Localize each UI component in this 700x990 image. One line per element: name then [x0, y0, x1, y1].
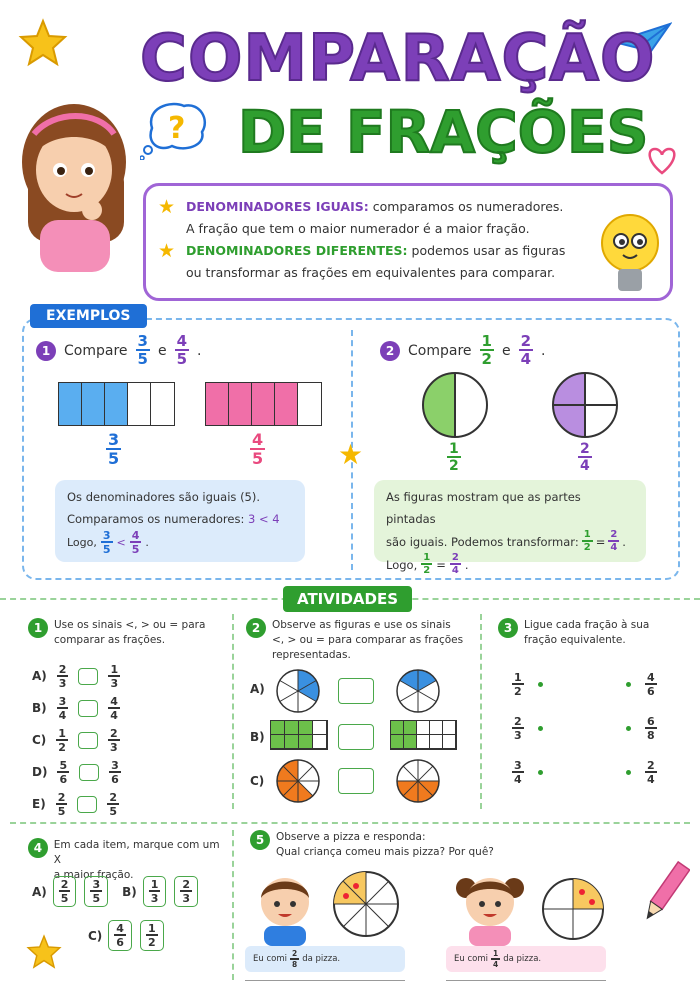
- fraction-bar-3-5: [58, 382, 175, 426]
- answer-box[interactable]: [78, 668, 98, 685]
- circle-eighths-shaded: [395, 758, 441, 804]
- circle-half-shaded: [420, 370, 490, 440]
- fraction-choice[interactable]: $\frac{4}{6}$: [108, 920, 132, 951]
- answer-box[interactable]: [338, 768, 374, 794]
- example-2-header: 2 Compare $\frac{1}{2}$ e $\frac{2}{4}$ .: [380, 334, 545, 367]
- answer-box[interactable]: [78, 732, 98, 749]
- star-icon: [18, 18, 68, 68]
- lightbulb-icon: [595, 205, 665, 305]
- star-bullet-icon: ★: [158, 196, 176, 218]
- activity-3-right-column: $\frac{4}{6}$ $\frac{6}{8}$ $\frac{2}{4}$: [626, 662, 657, 794]
- fraction-choice[interactable]: $\frac{2}{3}$: [174, 876, 198, 907]
- circle-two-quarters-shaded: [550, 370, 620, 440]
- fraction: $\frac{4}{5}$: [176, 332, 188, 368]
- fraction-bar-4-5: [205, 382, 322, 426]
- question-bubble-icon: [140, 98, 212, 160]
- compare-row: C) $\frac{1}{2}$ $\frac{2}{3}$: [32, 726, 118, 754]
- grid-4-of-10-shaded: [390, 720, 457, 750]
- example-2-note: As figuras mostram que as partes pintadas são iguais. Podemos transformar: $\frac{1}{2}$ = $\frac{2}{4}$ . Logo, $\frac{1}{2}$ = $\frac{2}{4}$ .: [374, 480, 646, 562]
- compare-row: E) $\frac{2}{5}$ $\frac{2}{5}$: [32, 790, 117, 818]
- rules-box: [143, 183, 673, 301]
- star-bullet-icon: ★: [158, 240, 176, 262]
- activity-4-row-ab: A) $\frac{2}{5}$ $\frac{3}{5}$ B) $\frac{1}{3}$ $\frac{2}{3}$: [32, 876, 200, 907]
- answer-box[interactable]: [338, 678, 374, 704]
- activity-3-left-column: $\frac{1}{2}$ $\frac{2}{3}$ $\frac{3}{4}$: [512, 662, 543, 794]
- pencil-icon: [640, 858, 690, 928]
- page-title-line1: COMPARAÇÃO: [140, 22, 656, 96]
- answer-box[interactable]: [79, 764, 99, 781]
- activity-1-rows: [32, 660, 121, 820]
- pizza-2-of-8-eaten: [330, 868, 402, 940]
- activity-4-instruction: 4 Em cada item, marque com um X a maior fração.: [28, 838, 228, 883]
- example-1-note: Os denominadores são iguais (5). Comparamos os numeradores: 3 < 4 Logo, $\frac{3}{5}$ < $\frac{4}{5}$ .: [55, 480, 305, 562]
- boy-avatar: [250, 868, 320, 946]
- star-icon: ★: [338, 438, 364, 471]
- heart-icon: [645, 145, 679, 175]
- circle-sixths-2-shaded: [275, 668, 321, 714]
- girl-speech-bubble: Eu comi $\frac{1}{4}$ da pizza.: [446, 946, 606, 972]
- answer-box[interactable]: [77, 796, 97, 813]
- connect-dot[interactable]: [626, 682, 631, 687]
- answer-box[interactable]: [78, 700, 98, 717]
- activity-1-instruction: 1 Use os sinais <, > ou = para comparar as frações.: [28, 618, 228, 648]
- compare-row: D) $\frac{5}{6}$ $\frac{3}{6}$: [32, 758, 119, 786]
- example-number: 1: [36, 341, 56, 361]
- page-title-line2: DE FRAÇÕES: [238, 98, 649, 166]
- compare-row: A) $\frac{2}{3}$ $\frac{1}{3}$: [32, 662, 119, 690]
- star-icon: [26, 934, 62, 970]
- svg-text:?: ?: [168, 111, 186, 146]
- grid-6-of-8-shaded: [270, 720, 328, 750]
- girl-avatar: [452, 868, 528, 946]
- pizza-1-of-4-eaten: [540, 876, 606, 942]
- activity-5-instruction: 5 Observe a pizza e responda: Qual criança comeu mais pizza? Por quê?: [250, 830, 610, 860]
- answer-line[interactable]: [446, 980, 606, 981]
- circle-eighths-shaded: [275, 758, 321, 804]
- connect-dot[interactable]: [626, 770, 631, 775]
- compare-row: B) $\frac{3}{4}$ $\frac{4}{4}$: [32, 694, 118, 722]
- activities-tag: ATIVIDADES: [283, 586, 412, 612]
- answer-box[interactable]: [338, 724, 374, 750]
- circle-sixths-2-shaded: [395, 668, 441, 714]
- activity-3-instruction: 3 Ligue cada fração à sua fração equivalente.: [498, 618, 688, 648]
- activity-2-instruction: 2 Observe as figuras e use os sinais <, > ou = para comparar as frações representadas.: [246, 618, 476, 663]
- fraction-choice[interactable]: $\frac{1}{2}$: [140, 920, 164, 951]
- example-1-header: 1 Compare $\frac{3}{5}$ e $\frac{4}{5}$ .: [36, 334, 201, 367]
- fraction-choice[interactable]: $\frac{2}{5}$: [53, 876, 77, 907]
- answer-line[interactable]: [245, 980, 405, 981]
- fraction-choice[interactable]: $\frac{3}{5}$: [84, 876, 108, 907]
- fraction-label: $\frac{3}{5}$: [108, 430, 120, 468]
- fraction-choice[interactable]: $\frac{1}{3}$: [143, 876, 167, 907]
- connect-dot[interactable]: [538, 726, 543, 731]
- activity-4-row-c: C) $\frac{4}{6}$ $\frac{1}{2}$: [88, 920, 166, 951]
- rule-different: DENOMINADORES DIFERENTES: podemos usar as figuras: [186, 243, 566, 258]
- connect-dot[interactable]: [538, 682, 543, 687]
- connect-dot[interactable]: [626, 726, 631, 731]
- boy-speech-bubble: Eu comi $\frac{2}{8}$ da pizza.: [245, 946, 405, 972]
- rule-equal-detail: A fração que tem o maior numerador é a maior fração.: [186, 221, 530, 236]
- activities-divider: [10, 822, 690, 824]
- activities-divider: [232, 830, 234, 980]
- examples-tag: EXEMPLOS: [30, 304, 147, 328]
- girl-thinking-illustration: [14, 92, 138, 272]
- activities-divider: [232, 614, 234, 809]
- activities-divider: [480, 614, 482, 809]
- rule-equal: DENOMINADORES IGUAIS: comparamos os numeradores.: [186, 199, 564, 214]
- rule-different-detail: ou transformar as frações em equivalentes para comparar.: [186, 265, 556, 280]
- fraction-label: $\frac{4}{5}$: [252, 430, 264, 468]
- connect-dot[interactable]: [538, 770, 543, 775]
- fraction: $\frac{3}{5}$: [137, 332, 148, 368]
